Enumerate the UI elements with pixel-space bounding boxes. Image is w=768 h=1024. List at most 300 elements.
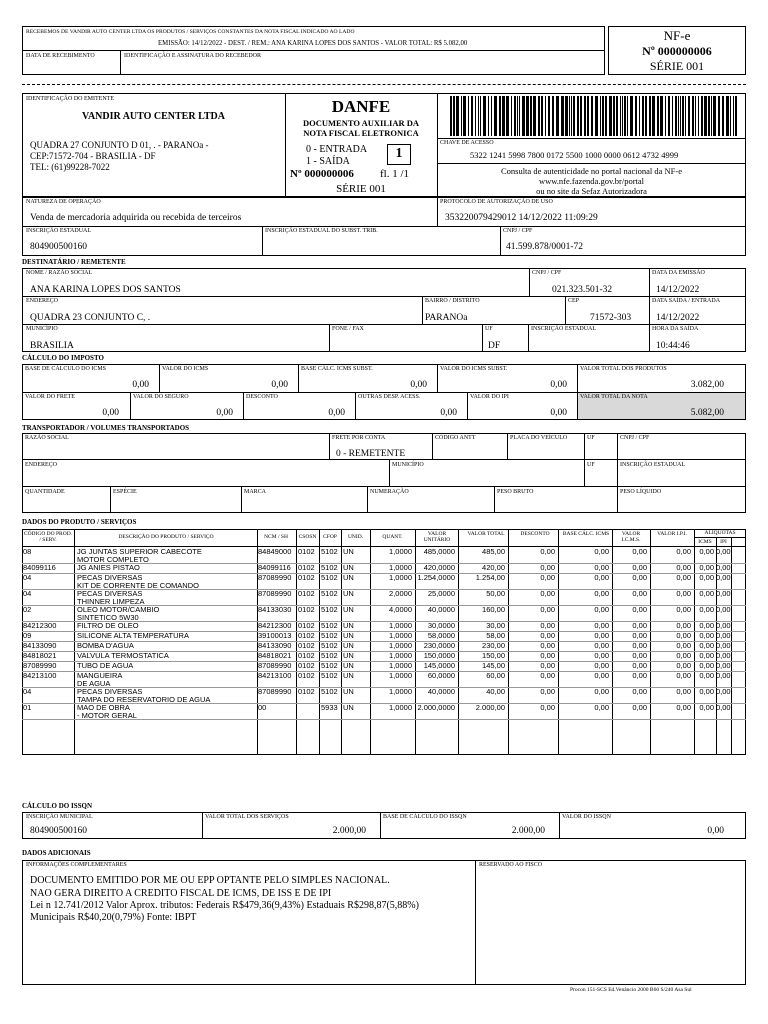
divider: [22, 50, 605, 51]
transp-peso-bruto-label: PESO BRUTO: [497, 489, 534, 495]
th-codigo: CÓDIGO DO PROD. / SERV.: [23, 531, 73, 543]
th-descricao: DESCRIÇÃO DO PRODUTO / SERVIÇO: [118, 534, 214, 540]
cell-unid: UN: [343, 564, 354, 572]
bc-icms: 0,00: [132, 380, 149, 390]
cell-bc: 0,00: [594, 631, 609, 640]
barcode-bar: [577, 96, 579, 136]
th-csosn: CSOSN: [298, 534, 317, 540]
divider: [389, 460, 390, 487]
cell-bc: 0,00: [594, 661, 609, 670]
cell-aipi: 0,00: [716, 573, 731, 582]
barcode-bar: [733, 96, 734, 136]
cell-aipi: 0,00: [716, 605, 731, 614]
dest-cep-label: CEP: [568, 298, 580, 304]
barcode-bar: [704, 96, 707, 136]
cell-aipi: 0,00: [716, 589, 731, 598]
cell-codigo: 84133090: [23, 642, 57, 650]
cell-descricao: KIT DE CORRENTE DE COMANDO: [77, 581, 199, 590]
dest-cnpj-label: CNPJ / CPF: [532, 270, 562, 276]
cell-vtotal: 58,00: [486, 631, 505, 640]
v-icms: 0,00: [271, 380, 288, 390]
cell-bc: 0,00: [594, 641, 609, 650]
cell-cfop: 5102: [321, 574, 338, 582]
canhoto-emissao: EMISSÃO: 14/12/2022 - DEST. / REM.: ANA KARINA LOPES DOS SANTOS - VALOR TOTAL: R$ 5.082,00: [158, 40, 468, 47]
cell-quant: 1,0000: [389, 661, 412, 670]
cell-aicms: 0,00: [699, 703, 714, 712]
cell-desconto: 0,00: [540, 687, 555, 696]
barcode-bar: [471, 96, 473, 136]
v-icms-label: VALOR DO ICMS: [162, 366, 209, 372]
protocolo-label: PROTOCOLO DE AUTORIZAÇÃO DE USO: [440, 199, 553, 205]
barcode-bar: [675, 96, 677, 136]
cell-unid: UN: [343, 606, 354, 614]
transp-uf-label: UF: [587, 435, 595, 441]
cell-ipi: 0,00: [676, 547, 691, 556]
info-linha-2: NAO GERA DIREITO A CREDITO FISCAL DE ICMS, DE ISS E DE IPI: [30, 888, 332, 899]
row-divider: [22, 719, 746, 720]
cell-codigo: 84213100: [23, 672, 57, 680]
canhoto-numero: Nº 000000006: [642, 44, 712, 58]
barcode-bar: [688, 96, 690, 136]
barcode-bar: [569, 96, 570, 136]
dest-endereco-label: ENDEREÇO: [26, 298, 58, 304]
cell-vunit: 420,0000: [423, 563, 455, 572]
cell-quant: 1,0000: [389, 563, 412, 572]
cell-vunit: 145,0000: [423, 661, 455, 670]
th-aicms: ICMS: [698, 539, 712, 545]
cell-bc: 0,00: [594, 563, 609, 572]
cell-vunit: 230,0000: [423, 641, 455, 650]
cell-aipi: 0,00: [716, 631, 731, 640]
barcode-bar: [665, 96, 666, 136]
cell-aicms: 0,00: [699, 621, 714, 630]
cell-vtotal: 60,00: [486, 671, 505, 680]
barcode-bar: [456, 96, 459, 136]
cell-quant: 1,0000: [389, 703, 412, 712]
dest-uf: DF: [488, 341, 501, 351]
cell-bc: 0,00: [594, 703, 609, 712]
cell-ipi: 0,00: [676, 605, 691, 614]
cell-icms: 0,00: [632, 703, 647, 712]
cell-icms: 0,00: [632, 671, 647, 680]
dest-hora: 10:44:46: [656, 341, 690, 351]
cell-descricao: THINNER LIMPEZA: [77, 597, 145, 606]
th-aipi: IPI: [720, 539, 727, 545]
cell-cfop: 5102: [321, 652, 338, 660]
chave-label: CHAVE DE ACESSO: [440, 140, 494, 146]
cell-bc: 0,00: [594, 621, 609, 630]
danfe-title: DANFE: [331, 97, 391, 116]
desconto: 0,00: [328, 408, 345, 418]
barcode-bar: [573, 96, 575, 136]
divider: [367, 486, 368, 513]
cell-aicms: 0,00: [699, 605, 714, 614]
cell-bc: 0,00: [594, 573, 609, 582]
barcode-bar: [726, 96, 729, 136]
cell-quant: 1,0000: [389, 621, 412, 630]
cell-icms: 0,00: [632, 641, 647, 650]
dest-data-emissao-label: DATA DA EMISSÃO: [652, 270, 705, 276]
cell-unid: UN: [343, 622, 354, 630]
v-total-produtos: 3.082,00: [690, 380, 724, 390]
cell-desconto: 0,00: [540, 661, 555, 670]
barcode-bar: [627, 96, 628, 136]
cell-codigo: 01: [23, 704, 32, 712]
barcode-bar: [698, 96, 699, 136]
transp-endereco-label: ENDEREÇO: [25, 462, 57, 468]
transp-placa-label: PLACA DO VEÍCULO: [510, 435, 568, 441]
destinatario-section: DESTINATÁRIO / REMETENTE: [22, 258, 126, 266]
cell-codigo: 84818021: [23, 652, 57, 660]
cell-ncm: 87089990: [258, 688, 292, 696]
barcode-bar: [587, 96, 589, 136]
bc-icms-st-label: BASE CÁLC. ICMS SUBST.: [301, 366, 373, 372]
transp-peso-liquido-label: PESO LÍQUIDO: [620, 489, 662, 495]
barcode-bar: [514, 96, 516, 136]
emitente-cep: CEP:71572-704 - BRASILIA - DF: [30, 151, 156, 161]
barcode-bar: [530, 96, 532, 136]
cell-aicms: 0,00: [699, 631, 714, 640]
cell-cfop: 5102: [321, 662, 338, 670]
barcode-bar: [735, 96, 737, 136]
barcode-bar: [580, 96, 582, 136]
cell-aipi: 0,00: [716, 661, 731, 670]
cell-aipi: 0,00: [716, 703, 731, 712]
barcode-bar: [730, 96, 731, 136]
cell-cfop: 5102: [321, 642, 338, 650]
cell-desconto: 0,00: [540, 563, 555, 572]
cell-descricao: JG ANIES PISTAO: [77, 564, 140, 572]
issqn-section: CÁLCULO DO ISSQN: [22, 802, 93, 810]
th-desconto: DESCONTO: [520, 531, 550, 537]
barcode-bar: [678, 96, 679, 136]
barcode-bar: [722, 96, 724, 136]
danfe-folha: fl. 1 /1: [380, 168, 410, 180]
cell-csosn: 0102: [298, 662, 315, 670]
transp-uf2-label: UF: [587, 462, 595, 468]
cell-cfop: 5102: [321, 606, 338, 614]
emitente-endereco: QUADRA 27 CONJUNTO D 01, . - PARANOa -: [30, 140, 209, 150]
th-unid: UNID.: [347, 534, 364, 540]
divider: [494, 486, 495, 513]
identificacao-recebedor-label: IDENTIFICAÇÃO E ASSINATURA DO RECEBEDOR: [124, 53, 262, 59]
adicionais-section: DADOS ADICIONAIS: [22, 849, 91, 857]
info-linha-4: Municipais R$40,20(0,79%) Fonte: IBPT: [30, 912, 197, 923]
cell-codigo: 02: [23, 606, 32, 614]
barcode-bar: [480, 96, 481, 136]
cell-icms: 0,00: [632, 631, 647, 640]
cell-descricao: MOTOR COMPLETO: [77, 555, 149, 564]
v-icms-st: 0,00: [550, 380, 567, 390]
barcode-bar: [450, 96, 452, 136]
danfe-sub1: DOCUMENTO AUXILIAR DA: [302, 118, 420, 128]
cell-ipi: 0,00: [676, 631, 691, 640]
cell-descricao: JG JUNTAS SUPERIOR CABECOTE: [77, 548, 202, 556]
transp-razao-label: RAZÃO SOCIAL: [25, 435, 69, 441]
chave-valor: 5322 1241 5998 7800 0172 5500 1000 0000 0612 4732 4999: [470, 150, 679, 160]
emitente-label: IDENTIFICAÇÃO DO EMITENTE: [26, 96, 114, 102]
cell-quant: 2,0000: [389, 589, 412, 598]
dest-bairro-label: BAIRRO / DISTRITO: [425, 298, 480, 304]
cell-unid: UN: [343, 548, 354, 556]
cell-vunit: 25,0000: [427, 589, 455, 598]
divider: [120, 50, 121, 75]
dest-fone-label: FONE / FAX: [332, 326, 364, 332]
cell-vunit: 60,0000: [427, 671, 455, 680]
barcode-bar: [494, 96, 497, 136]
dest-data-emissao: 14/12/2022: [656, 285, 700, 295]
barcode-bar: [468, 96, 469, 136]
barcode-bar: [533, 96, 536, 136]
barcode-bar: [548, 96, 550, 136]
cell-csosn: 0102: [298, 548, 315, 556]
canhoto-recebemos: RECEBEMOS DE VANDIR AUTO CENTER LTDA OS PRODUTOS / SERVIÇOS CONSTANTES DA NOTA FISCAL INDICADO AO LADO: [26, 29, 355, 35]
cell-cfop: 5102: [321, 564, 338, 572]
barcode-bar: [711, 96, 712, 136]
issqn-im-label: INSCRIÇÃO MUNICIPAL: [26, 814, 93, 820]
barcode-bar: [642, 96, 644, 136]
emitente-tel: TEL: (61)99228-7022: [30, 162, 110, 172]
barcode-bar: [718, 96, 720, 136]
barcode-bar: [499, 96, 501, 136]
divider: [475, 860, 476, 985]
barcode-bar: [630, 96, 633, 136]
cell-descricao: BOMBA D'AGUA: [77, 642, 134, 650]
outras-label: OUTRAS DESP. ACESS.: [358, 394, 421, 400]
barcode-bar: [478, 96, 479, 136]
cell-codigo: 08: [23, 548, 32, 556]
cell-aicms: 0,00: [699, 651, 714, 660]
cell-csosn: 0102: [298, 652, 315, 660]
cell-ipi: 0,00: [676, 573, 691, 582]
cell-ncm: 87089990: [258, 590, 292, 598]
cell-vunit: 1.254,0000: [417, 573, 455, 582]
cell-desconto: 0,00: [540, 671, 555, 680]
cell-ipi: 0,00: [676, 563, 691, 572]
issqn-v-label: VALOR DO ISSQN: [562, 814, 611, 820]
dest-nome-label: NOME / RAZÃO SOCIAL: [26, 270, 93, 276]
cell-unid: UN: [343, 704, 354, 712]
barcode-bar: [595, 96, 598, 136]
divider: [437, 138, 746, 139]
cell-vtotal: 160,00: [482, 605, 505, 614]
cell-bc: 0,00: [594, 687, 609, 696]
barcode-bar: [645, 96, 647, 136]
dest-ie-label: INSCRIÇÃO ESTADUAL: [531, 326, 597, 332]
transp-numeracao-label: NUMERAÇÃO: [370, 489, 409, 495]
cell-vtotal: 2.000,00: [475, 703, 505, 712]
issqn-vts-label: VALOR TOTAL DOS SERVIÇOS: [205, 814, 289, 820]
cell-quant: 1,0000: [389, 671, 412, 680]
cell-ipi: 0,00: [676, 641, 691, 650]
cell-csosn: 0102: [298, 642, 315, 650]
cell-ncm: 39100013: [258, 632, 292, 640]
barcode-bar: [453, 96, 455, 136]
barcode-bar: [475, 96, 476, 136]
ie-label: INSCRIÇÃO ESTADUAL: [26, 228, 92, 234]
barcode-bar: [685, 96, 686, 136]
consulta-2: www.nfe.fazenda.gov.br/portal: [538, 176, 645, 186]
divider: [617, 433, 618, 513]
cell-vunit: 30,0000: [427, 621, 455, 630]
transp-municipio-label: MUNICÍPIO: [392, 462, 424, 468]
produtos-section: DADOS DO PRODUTO / SERVIÇOS: [22, 518, 137, 526]
cell-vtotal: 485,00: [482, 547, 505, 556]
divider: [241, 486, 242, 513]
dest-cnpj: 021.323.501-32: [552, 285, 613, 295]
ipi-label: VALOR DO IPI: [470, 394, 509, 400]
cell-descricao: DE AGUA: [77, 679, 111, 688]
cell-codigo: 84212300: [23, 622, 57, 630]
natureza-label: NATUREZA DE OPERAÇÃO: [26, 199, 101, 205]
transportador-section: TRANSPORTADOR / VOLUMES TRANSPORTADOS: [22, 424, 190, 432]
divider: [422, 296, 423, 324]
barcode-bar: [701, 96, 703, 136]
cell-aipi: 0,00: [716, 547, 731, 556]
bc-icms-st: 0,00: [410, 380, 427, 390]
cell-csosn: 0102: [298, 672, 315, 680]
cell-bc: 0,00: [594, 589, 609, 598]
seguro: 0,00: [216, 408, 233, 418]
cell-ncm: 84212300: [258, 622, 292, 630]
v-total-nota-label: VALOR TOTAL DA NOTA: [580, 394, 648, 400]
divider: [22, 296, 746, 297]
dest-municipio: BRASILIA: [30, 341, 74, 351]
dashed-separator: [22, 84, 746, 85]
transp-frete: 0 - REMETENTE: [336, 449, 406, 459]
cell-cfop: 5933: [321, 704, 338, 712]
cell-unid: UN: [343, 574, 354, 582]
cell-aipi: 0,00: [716, 651, 731, 660]
cell-ipi: 0,00: [676, 661, 691, 670]
frete: 0,00: [102, 408, 119, 418]
issqn-vts: 2.000,00: [332, 826, 366, 836]
cell-ipi: 0,00: [676, 589, 691, 598]
dest-hora-label: HORA DA SAÍDA: [652, 326, 699, 332]
cell-codigo: 87089990: [23, 662, 57, 670]
barcode-bar: [660, 96, 663, 136]
info-complementares-label: INFORMAÇÕES COMPLEMENTARES: [26, 862, 127, 868]
cell-icms: 0,00: [632, 661, 647, 670]
ie-st-label: INSCRIÇÃO ESTADUAL DO SUBST. TRIB.: [265, 228, 378, 234]
destinatario-box: [22, 268, 746, 352]
cell-cfop: 5102: [321, 632, 338, 640]
cell-aipi: 0,00: [716, 687, 731, 696]
dest-endereco: QUADRA 23 CONJUNTO C, .: [30, 313, 151, 323]
barcode-bar: [652, 96, 655, 136]
cell-descricao: - MOTOR GERAL: [77, 711, 137, 720]
divider: [437, 163, 746, 164]
transp-quantidade-label: QUANTIDADE: [25, 489, 65, 495]
info-linha-1: DOCUMENTO EMITIDO POR ME OU EPP OPTANTE PELO SIMPLES NACIONAL.: [30, 875, 390, 886]
dest-uf-label: UF: [485, 326, 493, 332]
cell-aicms: 0,00: [699, 641, 714, 650]
produtos-column-line: [731, 537, 732, 755]
cell-vunit: 2.000,0000: [417, 703, 455, 712]
th-bcicms: BASE CÁLC. ICMS: [562, 531, 610, 537]
cell-ncm: 84818021: [258, 652, 292, 660]
th-aliquotas: ALÍQUOTAS: [704, 530, 736, 536]
protocolo-valor: 353220079429012 14/12/2022 11:09:29: [445, 213, 598, 223]
cell-aipi: 0,00: [716, 621, 731, 630]
divider: [22, 486, 746, 487]
cell-bc: 0,00: [594, 547, 609, 556]
barcode-bar: [506, 96, 509, 136]
data-recebimento-label: DATA DE RECEBIMENTO: [26, 53, 95, 59]
danfe-saida: 1 - SAÍDA: [306, 156, 350, 167]
barcode-bar: [584, 96, 586, 136]
cell-aicms: 0,00: [699, 661, 714, 670]
danfe-numero: Nº 000000006: [290, 168, 354, 180]
transp-ie-label: INSCRIÇÃO ESTADUAL: [620, 462, 686, 468]
natureza-valor: Venda de mercadoria adquirida ou recebida de terceiros: [30, 213, 242, 223]
consulta-1: Consulta de autenticidade no portal nacional da NF-e: [500, 166, 683, 176]
divider: [432, 433, 433, 460]
danfe-entrada: 0 - ENTRADA: [306, 144, 368, 155]
cell-csosn: 0102: [298, 632, 315, 640]
barcode-bar: [635, 96, 637, 136]
barcode-bar: [682, 96, 684, 136]
th-vtotal: VALOR TOTAL: [467, 531, 505, 537]
divider: [649, 268, 650, 352]
cell-quant: 4,0000: [389, 605, 412, 614]
cell-codigo: 04: [23, 574, 32, 582]
cell-csosn: 0102: [298, 564, 315, 572]
barcode-bar: [692, 96, 694, 136]
barcode-bar: [526, 96, 529, 136]
barcode-bar: [463, 96, 466, 136]
barcode-bar: [616, 96, 618, 136]
ie-box: [22, 226, 746, 256]
barcode-bar: [461, 96, 462, 136]
cell-vunit: 58,0000: [427, 631, 455, 640]
barcode-bar: [488, 96, 489, 136]
ipi: 0,00: [550, 408, 567, 418]
cell-cfop: 5102: [321, 548, 338, 556]
cell-icms: 0,00: [632, 605, 647, 614]
seguro-label: VALOR DO SEGURO: [133, 394, 189, 400]
barcode-bar: [561, 96, 564, 136]
barcode-bar: [695, 96, 696, 136]
emitente-nome: VANDIR AUTO CENTER LTDA: [82, 111, 225, 122]
cell-unid: UN: [343, 652, 354, 660]
issqn-v: 0,00: [707, 826, 724, 836]
desconto-label: DESCONTO: [246, 394, 278, 400]
barcode-bar: [483, 96, 486, 136]
dest-data-saida: 14/12/2022: [656, 313, 700, 323]
th-vipi: VALOR I.P.I.: [657, 531, 687, 537]
barcode-bar: [541, 96, 543, 136]
barcode-bar: [538, 96, 540, 136]
cell-unid: UN: [343, 632, 354, 640]
cell-icms: 0,00: [632, 651, 647, 660]
barcode-bar: [620, 96, 621, 136]
cell-desconto: 0,00: [540, 641, 555, 650]
cell-quant: 1,0000: [389, 573, 412, 582]
cell-desconto: 0,00: [540, 605, 555, 614]
bc-icms-label: BASE DE CÁLCULO DO ICMS: [25, 366, 107, 372]
barcode-bar: [571, 96, 572, 136]
divider: [565, 296, 566, 324]
cell-aicms: 0,00: [699, 573, 714, 582]
cell-ncm: 84213100: [258, 672, 292, 680]
consulta-3: ou no site da Sefaz Autorizadora: [536, 186, 647, 196]
cell-ipi: 0,00: [676, 651, 691, 660]
cell-ipi: 0,00: [676, 703, 691, 712]
divider: [22, 324, 746, 325]
cell-csosn: 0102: [298, 574, 315, 582]
cell-desconto: 0,00: [540, 631, 555, 640]
